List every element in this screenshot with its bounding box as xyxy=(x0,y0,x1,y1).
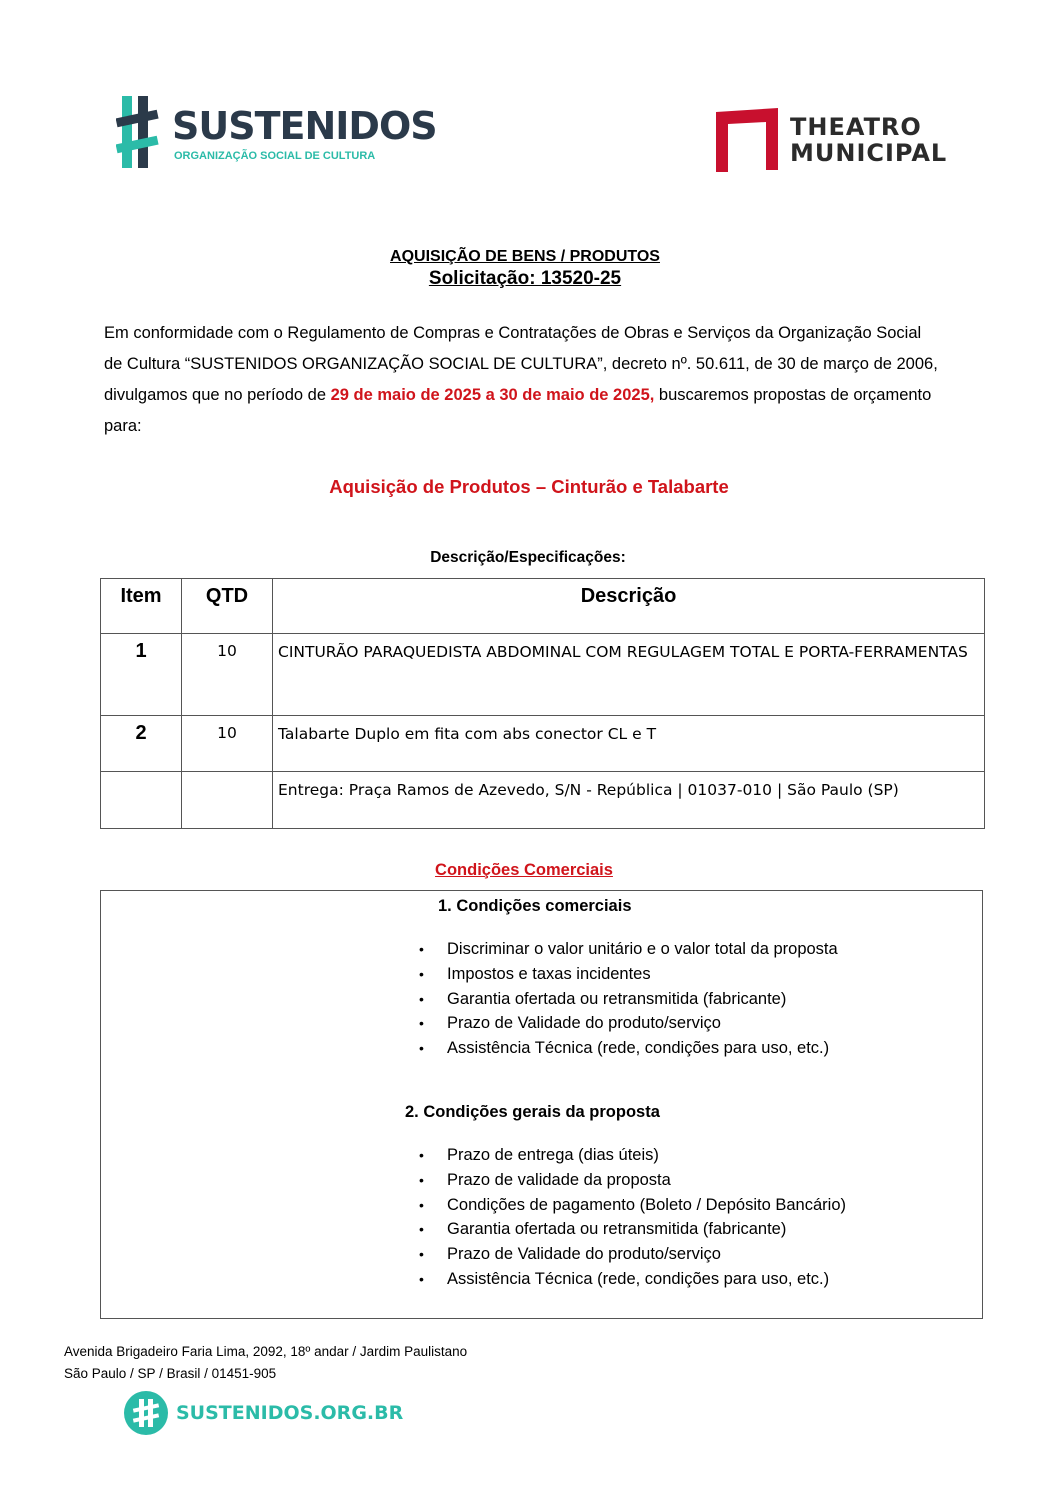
delivery-address: Entrega: Praça Ramos de Azevedo, S/N - República | 01037-010 | São Paulo (SP) xyxy=(273,772,985,829)
list-item: • Impostos e taxas incidentes xyxy=(419,962,959,987)
request-number: Solicitação: 13520-25 xyxy=(428,268,622,289)
list-item: • Prazo de validade da proposta xyxy=(419,1168,959,1193)
list-item: • Discriminar o valor unitário e o valor total da proposta xyxy=(419,937,959,962)
table-header-row xyxy=(101,579,985,634)
list-item: • Condições de pagamento (Boleto / Depósito Bancário) xyxy=(419,1193,959,1218)
list-item: • Assistência Técnica (rede, condições para uso, etc.) xyxy=(419,1267,959,1292)
table-row xyxy=(101,634,985,716)
col-qtd: QTD xyxy=(182,579,273,634)
table-row xyxy=(101,716,985,772)
footer-website-link[interactable]: SUSTENIDOS.ORG.BR xyxy=(176,1402,404,1424)
items-table xyxy=(100,578,985,829)
theatro-municipal-logo xyxy=(716,108,956,174)
item-number: 1 xyxy=(101,634,182,716)
conditions-heading: Condições Comerciais xyxy=(435,861,613,879)
sustenidos-logo xyxy=(116,94,437,172)
list-item: • Prazo de Validade do produto/serviço xyxy=(419,1242,959,1267)
intro-text-2: buscaremos propostas de orçamento para: xyxy=(104,386,932,435)
footer-hash-icon xyxy=(124,1391,168,1435)
item-number xyxy=(101,772,182,829)
intro-paragraph xyxy=(104,318,944,442)
col-desc: Descrição xyxy=(273,579,985,634)
table-row-delivery xyxy=(101,772,985,829)
intro-period: 29 de maio de 2025 a 30 de maio de 2025, xyxy=(330,386,655,404)
footer-address-1: Avenida Brigadeiro Faria Lima, 2092, 18º andar / Jardim Paulistano xyxy=(64,1344,468,1359)
item-number: 2 xyxy=(101,716,182,772)
list-item: • Assistência Técnica (rede, condições para uso, etc.) xyxy=(419,1036,959,1061)
col-item: Item xyxy=(101,579,182,634)
list-item: • Prazo de entrega (dias úteis) xyxy=(419,1143,959,1168)
logo-line1: THEATRO xyxy=(790,113,922,141)
theatro-arch-icon xyxy=(716,108,780,174)
item-qtd: 10 xyxy=(182,716,273,772)
document-title: AQUISIÇÃO DE BENS / PRODUTOS xyxy=(390,248,660,265)
acquisition-subtitle: Aquisição de Produtos – Cinturão e Talabarte xyxy=(329,476,729,497)
logo-name: SUSTENIDOS xyxy=(172,104,437,148)
item-desc: Talabarte Duplo em fita com abs conector CL e T xyxy=(273,716,985,772)
section1-title: 1. Condições comerciais xyxy=(438,897,632,915)
section1-list xyxy=(419,937,959,1061)
logo-tagline: ORGANIZAÇÃO SOCIAL DE CULTURA xyxy=(174,150,376,162)
logo-line2: MUNICIPAL xyxy=(790,139,948,167)
section2-title: 2. Condições gerais da proposta xyxy=(405,1103,660,1121)
list-item: • Garantia ofertada ou retransmitida (fabricante) xyxy=(419,1217,959,1242)
specs-heading: Descrição/Especificações: xyxy=(430,549,626,566)
item-qtd: 10 xyxy=(182,634,273,716)
item-desc: CINTURÃO PARAQUEDISTA ABDOMINAL COM REGULAGEM TOTAL E PORTA-FERRAMENTAS xyxy=(273,634,985,716)
intro-text-1: Em conformidade com o Regulamento de Compras e Contratações de Obras e Serviços da Organização Social de Cultura “SUSTENIDOS ORGANIZAÇÃO SOCIAL DE CULTURA”, decreto nº. 50.611, de 30 de março de 2006, divulgamos que no período de xyxy=(104,324,938,404)
item-qtd xyxy=(182,772,273,829)
list-item: • Prazo de Validade do produto/serviço xyxy=(419,1011,959,1036)
footer-address-2: São Paulo / SP / Brasil / 01451-905 xyxy=(64,1366,277,1381)
list-item: • Garantia ofertada ou retransmitida (fabricante) xyxy=(419,987,959,1012)
section2-list xyxy=(419,1143,959,1292)
